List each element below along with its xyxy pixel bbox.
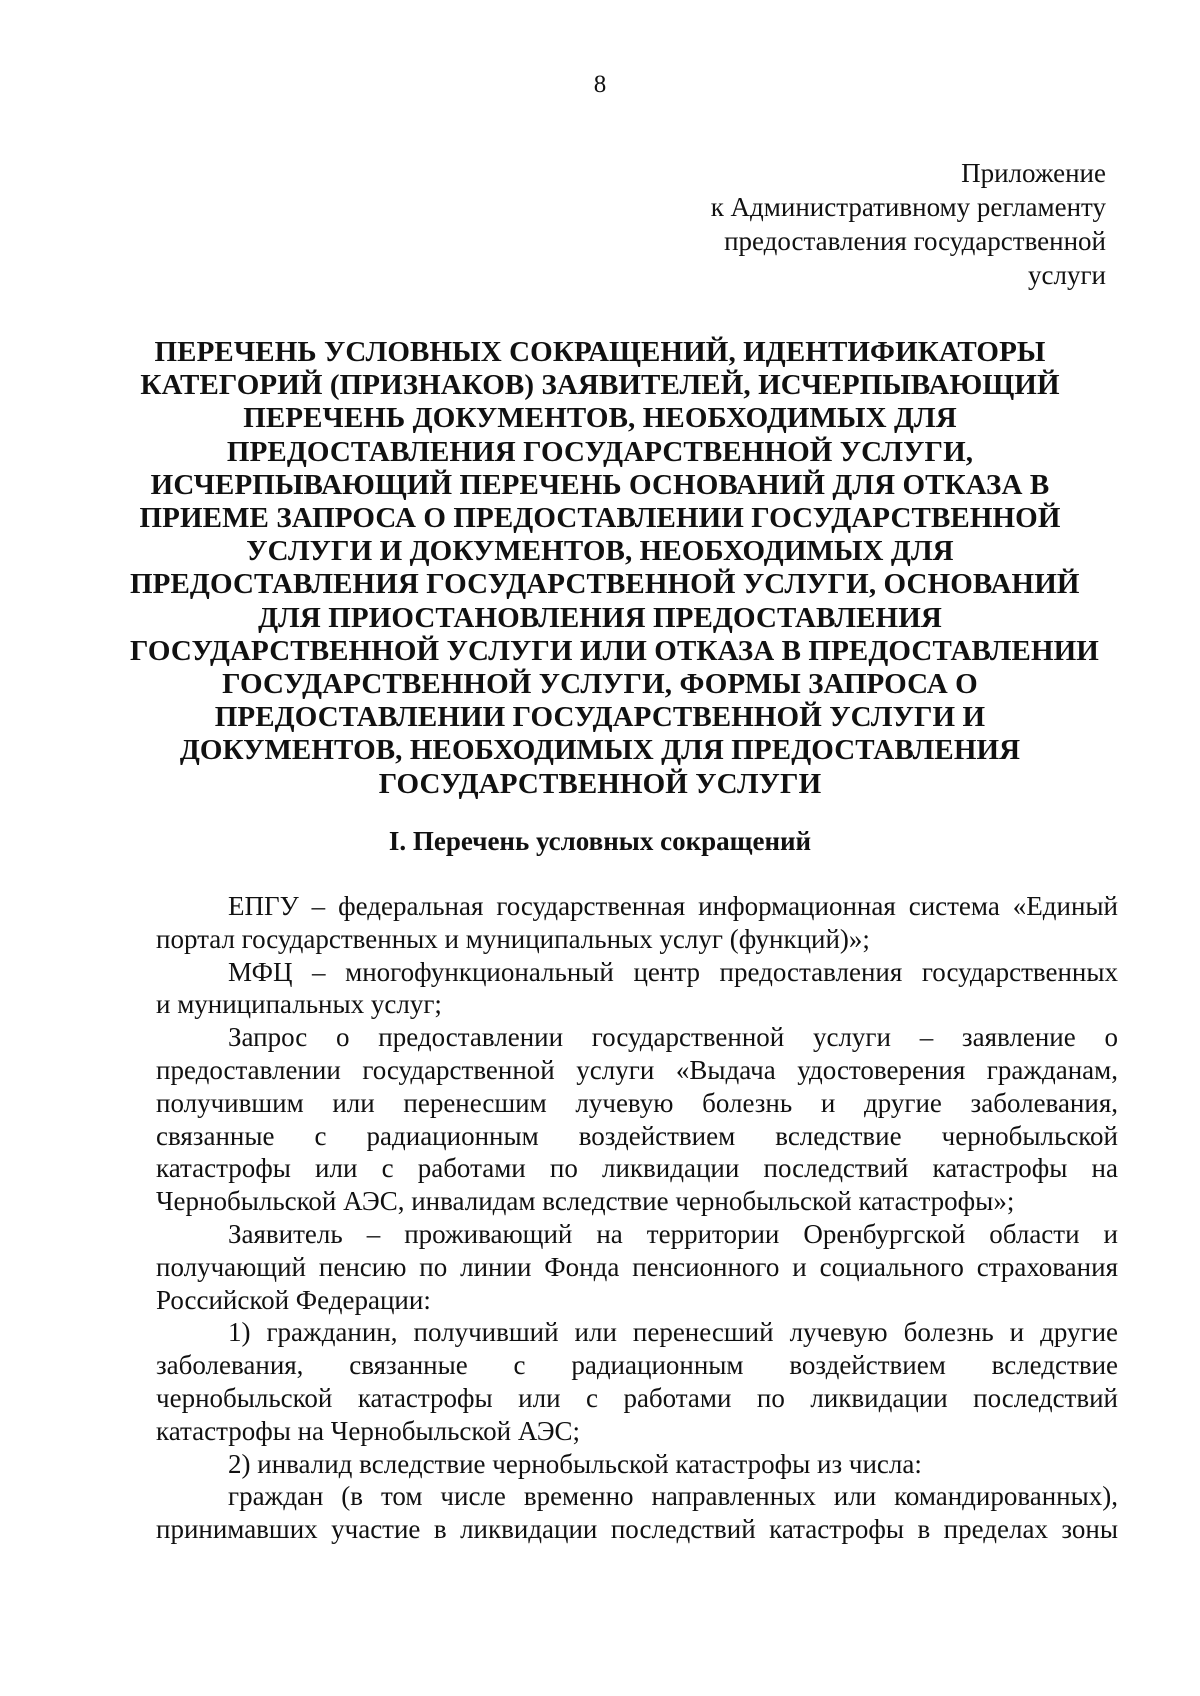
body-line: катастрофы или с работами по ликвидации последствий катастрофы на — [156, 1153, 1118, 1184]
title-line: ИСЧЕРПЫВАЮЩИЙ ПЕРЕЧЕНЬ ОСНОВАНИЙ ДЛЯ ОТКАЗА В — [150, 468, 1050, 501]
page-number: 8 — [593, 71, 607, 98]
body-line: получившим или перенесшим лучевую болезнь и другие заболевания, — [156, 1087, 1118, 1118]
body-line: катастрофы на Чернобыльской АЭС; — [156, 1415, 581, 1446]
body-line: МФЦ – многофункциональный центр предоставления государственных — [228, 956, 1118, 987]
appendix-line: предоставления государственной — [724, 226, 1106, 256]
title-line: ГОСУДАРСТВЕННОЙ УСЛУГИ — [378, 767, 822, 800]
body-line: чернобыльской катастрофы или с работами по ликвидации последствий — [156, 1382, 1118, 1413]
document-title — [130, 336, 1099, 801]
body-line: Заявитель – проживающий на территории Оренбургской области и — [228, 1218, 1118, 1249]
title-line: КАТЕГОРИЙ (ПРИЗНАКОВ) ЗАЯВИТЕЛЕЙ, ИСЧЕРПЫВАЮЩИЙ — [140, 369, 1060, 402]
body-line: Российской Федерации: — [156, 1284, 431, 1315]
title-line: ГОСУДАРСТВЕННОЙ УСЛУГИ, ФОРМЫ ЗАПРОСА О — [222, 668, 978, 701]
appendix-note — [711, 156, 1106, 292]
title-line: ПРЕДОСТАВЛЕНИЯ ГОСУДАРСТВЕННОЙ УСЛУГИ, — [226, 435, 974, 468]
appendix-line: услуги — [1028, 260, 1106, 290]
body-line: ЕПГУ – федеральная государственная информационная система «Единый — [228, 891, 1118, 921]
body-line: Чернобыльской АЭС, инвалидам вследствие чернобыльской катастрофы»; — [156, 1186, 1015, 1217]
title-line: ДЛЯ ПРИОСТАНОВЛЕНИЯ ПРЕДОСТАВЛЕНИЯ — [258, 601, 942, 634]
body-text — [156, 890, 1118, 1546]
body-line: получающий пенсию по линии Фонда пенсионного и социального страхования — [156, 1251, 1118, 1282]
body-line: предоставлении государственной услуги «Выдача удостоверения гражданам, — [156, 1054, 1118, 1085]
appendix-line: Приложение — [961, 158, 1106, 188]
section-heading: I. Перечень условных сокращений — [388, 826, 812, 856]
title-line: ГОСУДАРСТВЕННОЙ УСЛУГИ ИЛИ ОТКАЗА В ПРЕДОСТАВЛЕНИИ — [130, 634, 1099, 667]
body-line: и муниципальных услуг; — [156, 989, 442, 1020]
title-line: ПЕРЕЧЕНЬ ДОКУМЕНТОВ, НЕОБХОДИМЫХ ДЛЯ — [243, 402, 957, 435]
body-line: принимавших участие в ликвидации последствий катастрофы в пределах зоны — [156, 1514, 1118, 1545]
body-line: заболевания, связанные с радиационным воздействием вследствие — [156, 1350, 1118, 1381]
title-line: ПРИЕМЕ ЗАПРОСА О ПРЕДОСТАВЛЕНИИ ГОСУДАРСТВЕННОЙ — [139, 502, 1061, 535]
body-line: граждан (в том числе временно направленных или командированных), — [228, 1481, 1118, 1512]
body-line: Запрос о предоставлении государственной услуги – заявление о — [228, 1022, 1118, 1053]
title-line: ДОКУМЕНТОВ, НЕОБХОДИМЫХ ДЛЯ ПРЕДОСТАВЛЕНИЯ — [179, 734, 1021, 767]
body-line: связанные с радиационным воздействием вследствие чернобыльской — [156, 1120, 1118, 1151]
title-line: УСЛУГИ И ДОКУМЕНТОВ, НЕОБХОДИМЫХ ДЛЯ — [246, 535, 954, 568]
body-line: 1) гражданин, получивший или перенесший лучевую болезнь и другие — [228, 1317, 1118, 1348]
title-line: ПЕРЕЧЕНЬ УСЛОВНЫХ СОКРАЩЕНИЙ, ИДЕНТИФИКАТОРЫ — [154, 336, 1046, 368]
body-line: портал государственных и муниципальных услуг (функций)»; — [156, 923, 870, 954]
title-line: ПРЕДОСТАВЛЕНИИ ГОСУДАРСТВЕННОЙ УСЛУГИ И — [214, 701, 986, 734]
appendix-line: к Административному регламенту — [710, 192, 1106, 222]
body-line: 2) инвалид вследствие чернобыльской катастрофы из числа: — [228, 1448, 922, 1479]
title-line: ПРЕДОСТАВЛЕНИЯ ГОСУДАРСТВЕННОЙ УСЛУГИ, ОСНОВАНИЙ — [130, 568, 1080, 601]
